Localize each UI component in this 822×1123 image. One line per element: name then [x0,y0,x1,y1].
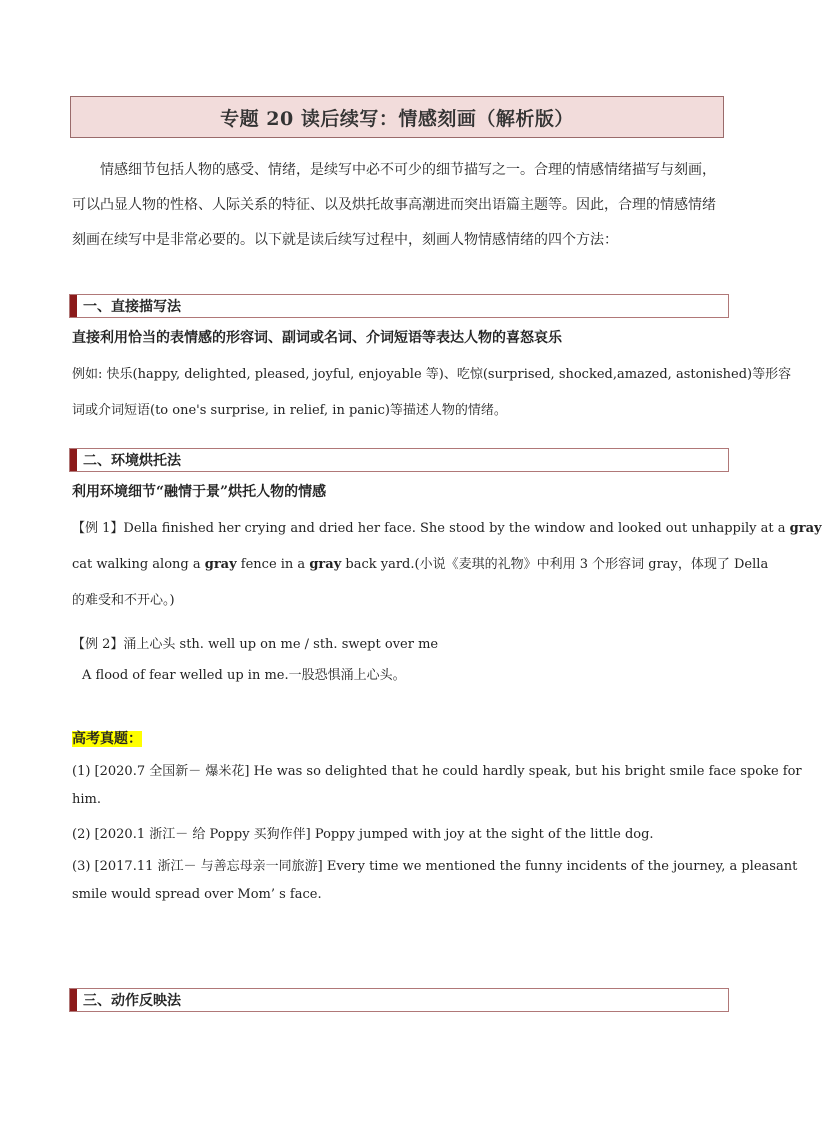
example-1-line [72,517,822,536]
example-1-line [72,553,768,572]
page-title: 专题 20 读后续写：情感刻画（解析版） [220,107,574,130]
section-marker [70,295,77,317]
gaokao-item: (1) [2020.7 全国新－ 爆米花] He was so delighted that he could hardly speak, but his bright smile face spoke for [72,764,802,779]
intro-line: 情感细节包括人物的感受、情绪，是续写中必不可少的细节描写之一。合理的情感情绪描写与刻画， [100,162,716,178]
emphasis-word: gray [204,557,237,572]
section-line: 例如: 快乐(happy, delighted, pleased, joyful, enjoyable 等)、吃惊(surprised, shocked,amazed, astonished)等形容 [72,367,792,382]
emphasis-word: gray [309,557,342,572]
example-2-line: 【例 2】涌上心头 sth. well up on me / sth. swept over me [72,637,439,652]
gaokao-item: him. [72,792,101,807]
section-marker [70,989,77,1011]
page-title-box [70,96,724,138]
gaokao-item: smile would spread over Mom’ s face. [72,887,322,902]
text-run: fence in a [236,557,310,572]
text-run: cat walking along a [72,557,205,572]
section-heading-label: 三、动作反映法 [83,993,181,1009]
intro-line: 可以凸显人物的性格、人际关系的特征、以及烘托故事高潮进而突出语篇主题等。因此，合理的情感情绪 [72,197,716,213]
gaokao-label-line [72,728,142,748]
text-run: 【例 1】Della finished her crying and dried her face. She stood by the window and looked out unhappily at a [72,521,790,536]
emphasis-word: gray [789,521,822,536]
intro-line: 刻画在续写中是非常必要的。以下就是读后续写过程中，刻画人物情感情绪的四个方法： [72,232,618,248]
example-1-line: 的难受和不开心。) [72,593,175,608]
section-heading-3 [69,988,729,1012]
section-heading-label: 一、直接描写法 [83,299,181,315]
gaokao-label: 高考真题： [72,731,142,747]
section-subtitle: 直接利用恰当的表情感的形容词、副词或名词、介词短语等表达人物的喜怒哀乐 [72,330,562,346]
section-subtitle: 利用环境细节“融情于景”烘托人物的情感 [72,484,327,500]
example-2-line: A flood of fear welled up in me.一股恐惧涌上心头。 [82,668,406,683]
section-marker [70,449,77,471]
text-run: back yard.(小说《麦琪的礼物》中利用 3 个形容词 gray，体现了 Della [341,557,769,572]
gaokao-item: (3) [2017.11 浙江－ 与善忘母亲一同旅游] Every time we mentioned the funny incidents of the journey, a pleasant [72,859,798,874]
section-heading-label: 二、环境烘托法 [83,453,181,469]
section-line: 词或介词短语(to one's surprise, in relief, in panic)等描述人物的情绪。 [72,403,507,418]
section-heading-1 [69,294,729,318]
intro-paragraph [72,153,724,258]
section-heading-2 [69,448,729,472]
gaokao-item: (2) [2020.1 浙江－ 给 Poppy 买狗作伴] Poppy jumped with joy at the sight of the little dog. [72,827,654,842]
